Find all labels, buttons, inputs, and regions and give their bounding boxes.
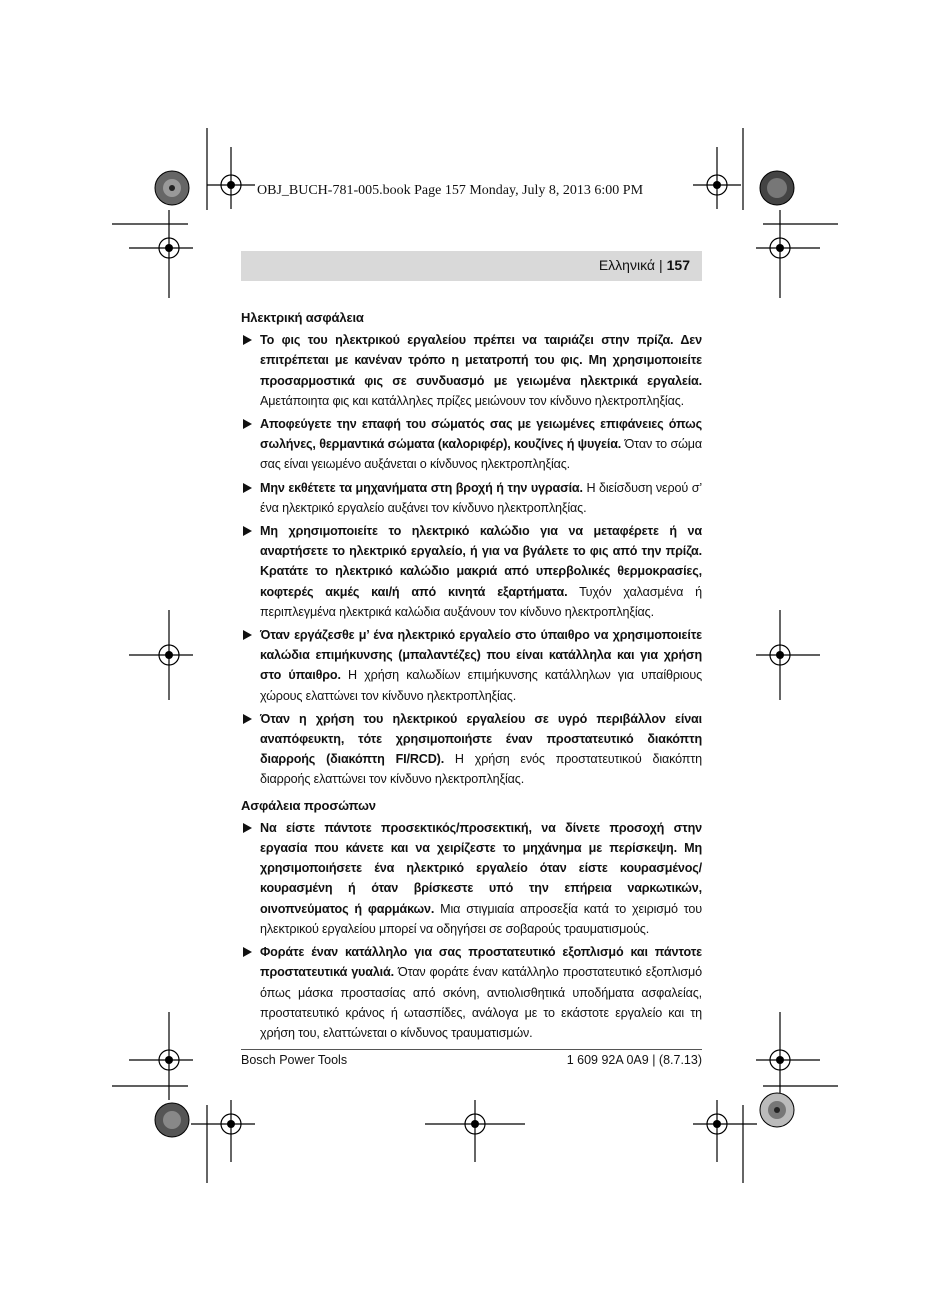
page-header-label	[599, 257, 690, 273]
list-item	[241, 478, 702, 518]
header-separator: |	[659, 257, 663, 273]
item-text: Η χρήση καλωδίων επιμήκυνσης κατάλληλων για υπαίθριους χώρους ελαττώνει τον κίνδυνο ηλεκτροπληξίας.	[260, 668, 702, 703]
footer-document-code: 1 609 92A 0A9 | (8.7.13)	[566, 1053, 702, 1067]
list-item	[241, 818, 702, 939]
bullet-triangle-icon	[243, 630, 252, 640]
section-title-electrical-safety: Ηλεκτρική ασφάλεια	[241, 310, 364, 325]
list-item	[241, 521, 702, 622]
item-bold-text: Όταν εργάζεσθε μ’ ένα ηλεκτρικό εργαλείο στο ύπαιθρο να χρησιμοποιείτε καλώδια επιμήκυνσης (μπαλαντέζες) που είναι κατάλληλα και για χρήση στο ύπαιθρο.	[260, 628, 702, 683]
bullet-triangle-icon	[243, 714, 252, 724]
item-bold-text: Μη χρησιμοποιείτε το ηλεκτρικό καλώδιο για να μεταφέρετε ή να αναρτήσετε το ηλεκτρικό εργαλείο, ή για να βγάλετε το φις από την πρίζα. Κρατάτε το ηλεκτρικό καλώδιο μακριά από υπερβολικές θερμοκρασίες, κοφτερές ακμές και/ή από κινητά εξαρτήματα.	[260, 524, 702, 599]
main-content	[241, 308, 702, 1046]
bullet-triangle-icon	[243, 823, 252, 833]
item-text: Η χρήση ενός προστατευτικού διακόπτη διαρροής ελαττώνει τον κίνδυνο ηλεκτροπληξίας.	[260, 752, 702, 787]
item-text: Όταν φοράτε έναν κατάλληλο προστατευτικό εξοπλισμό όπως μάσκα προστασίας από σκόνη, αντιολισθητικά υποδήματα ασφαλείας, προστατευτικό κράνος ή ωτασπίδες, ανάλογα με το εκάστοτε εργαλείο και τη χρήση του, ελαττώνεται ο κίνδυνος τραυματισμών.	[260, 965, 702, 1040]
item-bold-text: Το φις του ηλεκτρικού εργαλείου πρέπει να ταιριάζει στην πρίζα. Δεν επιτρέπεται με κανέναν τρόπο η μετατροπή του φις. Μη χρησιμοποιείτε προσαρμοστικά φις σε συνδυασμό με γειωμένα ηλεκτρικά εργαλεία.	[260, 333, 702, 388]
list-item	[241, 625, 702, 706]
item-bold-text: Μην εκθέτετε τα μηχανήματα στη βροχή ή την υγρασία.	[260, 480, 583, 495]
language-label: Ελληνικά	[598, 257, 655, 273]
item-text: Τυχόν χαλασμένα ή περιπλεγμένα ηλεκτρικά καλώδια αυξάνουν τον κίνδυνο ηλεκτροπληξίας.	[260, 584, 702, 619]
list-item	[241, 942, 702, 1043]
list-item	[241, 709, 702, 790]
list-item	[241, 330, 702, 411]
item-text: Μια στιγμιαία απροσεξία κατά το χειρισμό του ηλεκτρικού εργαλείου μπορεί να οδηγήσει σε σοβαρούς τραυματισμούς.	[260, 901, 702, 936]
footer-divider	[241, 1049, 702, 1050]
bullet-triangle-icon	[243, 947, 252, 957]
item-bold-text: Φοράτε έναν κατάλληλο για σας προστατευτικό εξοπλισμό και πάντοτε προστατευτικά γυαλιά.	[260, 945, 702, 980]
print-slug-header: OBJ_BUCH-781-005.book Page 157 Monday, July 8, 2013 6:00 PM	[257, 183, 644, 198]
bullet-triangle-icon	[243, 483, 252, 493]
list-item	[241, 414, 702, 475]
page-header-bar	[241, 251, 702, 281]
section-title-personal-safety: Ασφάλεια προσώπων	[241, 797, 376, 813]
bullet-triangle-icon	[243, 419, 252, 429]
bullet-triangle-icon	[243, 335, 252, 345]
item-bold-text: Όταν η χρήση του ηλεκτρικού εργαλείου σε υγρό περιβάλλον είναι αναπόφευκτη, τότε χρησιμοποιήστε έναν προστατευτικό διακόπτη διαρροής (διακόπτη FI/RCD).	[260, 711, 702, 767]
item-text: Η διείσδυση νερού σ’ ένα ηλεκτρικό εργαλείο αυξάνει τον κίνδυνο ηλεκτροπληξίας.	[260, 480, 702, 515]
bullet-triangle-icon	[243, 526, 252, 536]
item-bold-text: Να είστε πάντοτε προσεκτικός/προσεκτική, να δίνετε προσοχή στην εργασία που κάνετε και να χειρίζεστε το μηχάνημα με περίσκεψη. Μη χρησιμοποιήσετε ένα ηλεκτρικό εργαλείο όταν είστε κουρασμένος/κουρασμένη ή όταν βρίσκεστε υπό την επήρεια ναρκωτικών, οινοπνεύματος ή φαρμάκων.	[260, 820, 702, 916]
item-text: Όταν το σώμα σας είναι γειωμένο αυξάνεται ο κίνδυνος ηλεκτροπληξίας.	[260, 437, 702, 472]
item-text: Αμετάποιητα φις και κατάλληλες πρίζες μειώνουν τον κίνδυνο ηλεκτροπληξίας.	[260, 393, 684, 408]
item-bold-text: Αποφεύγετε την επαφή του σώματός σας με γειωμένες επιφάνειες όπως σωλήνες, θερμαντικά σώματα (καλοριφέρ), κουζίνες ή ψυγεία.	[260, 417, 702, 452]
page-number: 157	[666, 257, 690, 273]
footer-brand: Bosch Power Tools	[241, 1053, 348, 1067]
